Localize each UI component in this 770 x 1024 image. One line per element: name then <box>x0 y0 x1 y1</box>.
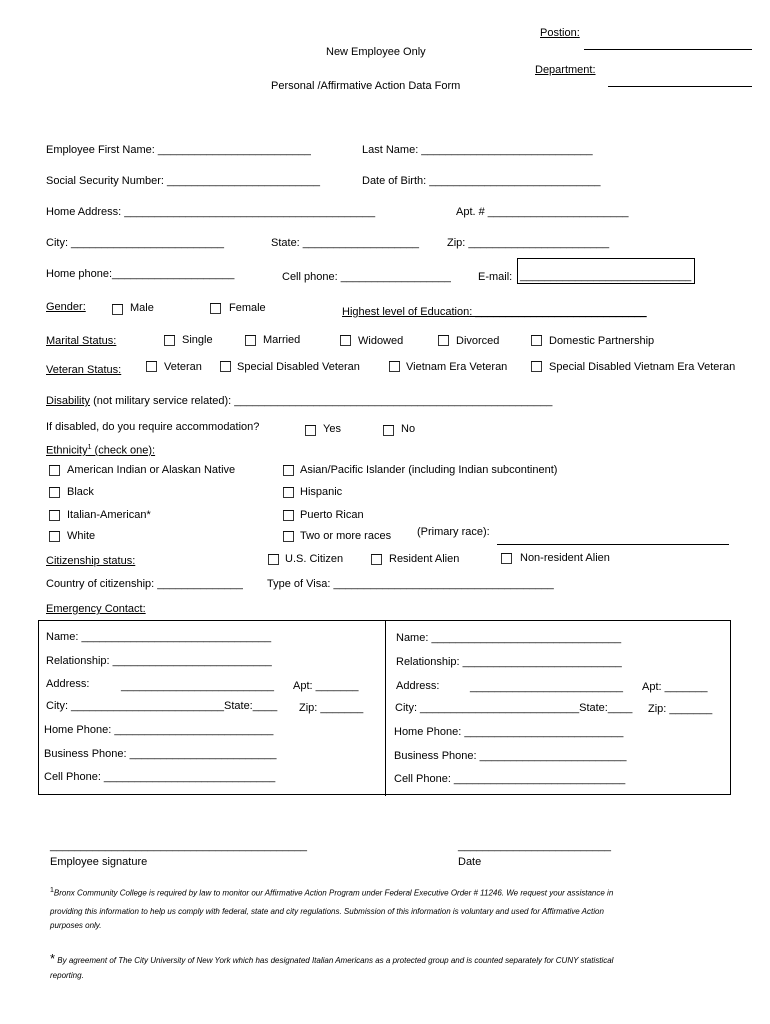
primary-race-label: (Primary race): <box>417 526 490 538</box>
ethnicity-label <box>46 444 155 457</box>
disability-label: Disability <box>46 395 91 407</box>
education-field[interactable]: Highest level of Education: ____________________________ <box>342 306 647 318</box>
date-line[interactable]: _________________________ <box>458 840 611 852</box>
dob-field[interactable]: Date of Birth: ____________________________ <box>362 175 601 187</box>
veteran-status-label: Veteran Status: <box>46 364 122 376</box>
married-checkbox[interactable] <box>245 335 256 346</box>
female-label: Female <box>229 302 266 314</box>
special-disabled-vietnam-veteran-label: Special Disabled Vietnam Era Veteran <box>549 361 736 373</box>
hispanic-checkbox[interactable] <box>283 487 294 498</box>
asian-pacific-checkbox[interactable] <box>283 465 294 476</box>
last-name-field[interactable]: Last Name: ____________________________ <box>362 144 593 156</box>
ec1-relationship-field[interactable]: Relationship: __________________________ <box>46 655 272 667</box>
city-field[interactable]: City: _________________________ <box>46 237 224 249</box>
italian-american-label: Italian-American* <box>67 509 151 521</box>
male-checkbox[interactable] <box>112 304 123 315</box>
department-line[interactable] <box>608 86 752 87</box>
ec2-home-phone-field[interactable]: Home Phone: __________________________ <box>394 726 624 738</box>
ec2-address-field[interactable]: _________________________ <box>470 681 623 693</box>
yes-label: Yes <box>323 423 341 435</box>
us-citizen-checkbox[interactable] <box>268 554 279 565</box>
non-resident-alien-checkbox[interactable] <box>501 553 512 564</box>
male-label: Male <box>130 302 154 314</box>
ethnicity-label-text: Ethnicity <box>46 444 88 457</box>
disability-field[interactable] <box>46 395 552 407</box>
vietnam-era-veteran-checkbox[interactable] <box>389 361 400 372</box>
emergency-contact-label: Emergency Contact: <box>46 603 146 615</box>
ec1-business-phone-field[interactable]: Business Phone: ________________________ <box>44 748 277 760</box>
signature-label: Employee signature <box>50 856 148 868</box>
no-label: No <box>401 423 416 435</box>
email-value: ____________________________ <box>520 270 692 282</box>
state-field[interactable]: State: ___________________ <box>271 237 420 249</box>
vietnam-era-veteran-label: Vietnam Era Veteran <box>406 361 508 373</box>
black-label: Black <box>67 486 94 498</box>
footnote-2-line-1 <box>50 951 613 966</box>
american-indian-label: American Indian or Alaskan Native <box>67 464 236 476</box>
veteran-label: Veteran <box>164 361 202 373</box>
no-checkbox[interactable] <box>383 425 394 436</box>
resident-alien-checkbox[interactable] <box>371 554 382 565</box>
date-label: Date <box>458 856 482 868</box>
special-disabled-veteran-checkbox[interactable] <box>220 361 231 372</box>
disability-rest: (not military service related): ____________________________________________________ <box>90 395 553 407</box>
ec1-address-label: Address: <box>46 678 90 690</box>
ethnicity-footnote-ref: 1 <box>87 444 92 451</box>
form-subtitle: Personal /Affirmative Action Data Form <box>271 80 461 92</box>
us-citizen-label: U.S. Citizen <box>285 553 344 565</box>
ec1-name-field[interactable]: Name: _______________________________ <box>46 631 272 643</box>
two-or-more-races-label: Two or more races <box>300 530 392 542</box>
italian-american-checkbox[interactable] <box>49 510 60 521</box>
footnote-2-marker: * <box>50 951 56 966</box>
footnote-1-line-3: purposes only. <box>50 921 102 930</box>
ec1-cell-phone-field[interactable]: Cell Phone: ____________________________ <box>44 771 276 783</box>
two-or-more-races-checkbox[interactable] <box>283 531 294 542</box>
divorced-label: Divorced <box>456 335 500 347</box>
ec1-apt-field[interactable]: Apt: _______ <box>293 680 359 692</box>
puerto-rican-checkbox[interactable] <box>283 510 294 521</box>
puerto-rican-label: Puerto Rican <box>300 509 364 521</box>
ec1-city-state-field[interactable]: City: _________________________State:____ <box>46 700 278 712</box>
footnote-1-text-1: Bronx Community College is required by law to monitor our Affirmative Action Program under Federal Executive Order # 11246. We request your assistance in <box>53 888 614 898</box>
ec1-home-phone-field[interactable]: Home Phone: __________________________ <box>44 724 274 736</box>
single-checkbox[interactable] <box>164 335 175 346</box>
apt-field[interactable]: Apt. # _______________________ <box>456 206 629 218</box>
domestic-partnership-label: Domestic Partnership <box>549 335 655 347</box>
zip-field[interactable]: Zip: _______________________ <box>447 237 610 249</box>
accommodation-question: If disabled, do you require accommodation? <box>46 421 260 433</box>
american-indian-checkbox[interactable] <box>49 465 60 476</box>
cell-phone-field[interactable]: Cell phone: __________________ <box>282 271 451 283</box>
gender-label: Gender: <box>46 301 86 313</box>
form-title: New Employee Only <box>326 46 426 58</box>
primary-race-line[interactable] <box>497 544 729 545</box>
department-label: Department: <box>535 64 596 76</box>
white-checkbox[interactable] <box>49 531 60 542</box>
ec2-business-phone-field[interactable]: Business Phone: ________________________ <box>394 750 627 762</box>
citizenship-status-label: Citizenship status: <box>46 555 136 567</box>
home-phone-field[interactable]: Home phone:____________________ <box>46 268 235 280</box>
ec2-city-state-field[interactable]: City: __________________________State:____ <box>395 702 633 714</box>
ethnicity-label-suffix: (check one): <box>91 444 156 457</box>
ec2-zip-field[interactable]: Zip: _______ <box>648 703 713 715</box>
emergency-divider <box>385 620 386 796</box>
ec1-zip-field[interactable]: Zip: _______ <box>299 702 364 714</box>
ec2-address-label: Address: <box>396 680 440 692</box>
special-disabled-vietnam-veteran-checkbox[interactable] <box>531 361 542 372</box>
white-label: White <box>67 530 96 542</box>
asian-pacific-label: Asian/Pacific Islander (including Indian subcontinent) <box>300 464 558 476</box>
ec2-relationship-field[interactable]: Relationship: __________________________ <box>396 656 622 668</box>
home-address-field[interactable]: Home Address: _________________________________________ <box>46 206 376 218</box>
position-line[interactable] <box>584 49 752 50</box>
female-checkbox[interactable] <box>210 303 221 314</box>
widowed-checkbox[interactable] <box>340 335 351 346</box>
ec1-address-field[interactable]: _________________________ <box>121 680 274 692</box>
type-of-visa-field[interactable]: Type of Visa: ____________________________________ <box>267 578 554 590</box>
signature-line[interactable]: __________________________________________ <box>50 840 307 852</box>
non-resident-alien-label: Non-resident Alien <box>520 552 610 564</box>
marital-status-label: Marital Status: <box>46 335 117 347</box>
footnote-2-line-2: reporting. <box>50 971 84 980</box>
single-label: Single <box>182 334 213 346</box>
email-label: E-mail: <box>478 271 513 283</box>
country-of-citizenship-field[interactable]: Country of citizenship: ______________ <box>46 578 243 590</box>
ec2-cell-phone-field[interactable]: Cell Phone: ____________________________ <box>394 773 626 785</box>
ec2-name-field[interactable]: Name: _______________________________ <box>396 632 622 644</box>
domestic-partnership-checkbox[interactable] <box>531 335 542 346</box>
black-checkbox[interactable] <box>49 487 60 498</box>
ssn-field[interactable]: Social Security Number: _________________________ <box>46 175 320 187</box>
veteran-checkbox[interactable] <box>146 361 157 372</box>
resident-alien-label: Resident Alien <box>389 553 460 565</box>
divorced-checkbox[interactable] <box>438 335 449 346</box>
special-disabled-veteran-label: Special Disabled Veteran <box>237 361 360 373</box>
footnote-2-text-1: By agreement of The City University of New York which has designated Italian Americans as a protected group and is counted separately for CUNY statistical <box>57 956 614 965</box>
ec2-apt-field[interactable]: Apt: _______ <box>642 681 708 693</box>
position-label: Postion: <box>540 27 580 39</box>
first-name-field[interactable]: Employee First Name: _________________________ <box>46 144 311 156</box>
married-label: Married <box>263 334 301 346</box>
footnote-1-marker: 1 <box>50 887 54 894</box>
footnote-1-line-2: providing this information to help us comply with federal, state and city regulations. Submission of this information is voluntary and used for Affirmative Action <box>50 907 604 916</box>
hispanic-label: Hispanic <box>300 486 343 498</box>
yes-checkbox[interactable] <box>305 425 316 436</box>
widowed-label: Widowed <box>358 335 404 347</box>
footnote-1-line-1 <box>50 887 613 898</box>
